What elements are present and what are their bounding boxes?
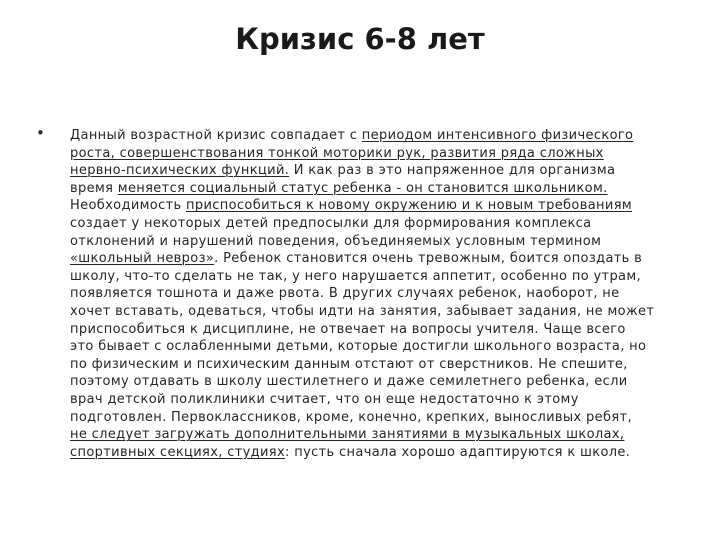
text-segment: по физическим и психическим данным отстают от сверстников. Не спешите, — [70, 356, 628, 372]
body-paragraph — [70, 127, 682, 461]
underlined-text: спортивных секциях, студиях — [70, 444, 286, 460]
text-segment: появляется тошнота и даже рвота. В других случаях ребенок, наоборот, не — [70, 286, 620, 302]
text-segment: школу, что-то сделать не так, у него нарушается аппетит, особенно по утрам, — [70, 268, 642, 284]
text-segment: Данный возрастной кризис совпадает с — [70, 128, 362, 143]
text-line — [70, 215, 682, 233]
text-line — [70, 303, 682, 321]
underlined-text: периодом интенсивного физического — [361, 128, 634, 143]
text-line — [70, 321, 682, 339]
text-line — [70, 373, 682, 391]
text-segment: врач детской поликлиники считает, что он еще недостаточно к этому — [70, 391, 579, 407]
text-segment: время — [70, 180, 118, 196]
text-segment: подготовлен. Первоклассников, кроме, конечно, крепких, выносливых ребят, — [70, 409, 632, 425]
text-segment: это бывает с ослабленными детьми, которые достигли школьного возраста, но — [70, 339, 647, 355]
underlined-text: нервно-психических функций. — [70, 163, 290, 179]
text-line — [70, 268, 682, 286]
text-line — [70, 233, 682, 251]
underlined-text: приспособиться к новому окружению и к новым требованиям — [186, 198, 633, 214]
text-line — [70, 338, 682, 356]
text-line — [70, 426, 682, 444]
text-line — [70, 145, 682, 163]
text-segment: хочет вставать, одеваться, чтобы идти на занятия, забывает задания, не может — [70, 303, 655, 319]
text-line — [70, 356, 682, 374]
text-segment: приспособиться к дисциплине, не отвечает на вопросы учителя. Чаще всего — [70, 321, 626, 337]
text-line — [70, 250, 682, 268]
text-line — [70, 197, 682, 215]
text-segment: Необходимость — [70, 198, 187, 214]
text-segment: отклонений и нарушений поведения, объединяемых условным термином — [70, 233, 602, 249]
text-line — [70, 285, 682, 303]
text-segment: . Ребенок становится очень тревожным, боится опоздать в — [214, 251, 643, 267]
text-line — [70, 162, 682, 180]
text-line — [70, 127, 682, 145]
underlined-text: роста, совершенствования тонкой моторики рук, развития ряда сложных — [70, 145, 604, 161]
text-line — [70, 444, 682, 462]
underlined-text: меняется социальный статус ребенка - он становится школьником. — [117, 180, 608, 196]
text-line — [70, 409, 682, 427]
text-line — [70, 391, 682, 409]
text-segment: создает у некоторых детей предпосылки для формирования комплекса — [70, 215, 592, 231]
underlined-text: «школьный невроз» — [70, 251, 215, 267]
underlined-text: не следует загружать дополнительными занятиями в музыкальных школах, — [70, 427, 625, 443]
slide-title: Кризис 6-8 лет — [235, 22, 485, 56]
text-line — [70, 180, 682, 198]
text-segment: : пусть сначала хорошо адаптируются к школе. — [285, 444, 631, 460]
bullet-marker: • — [36, 124, 45, 142]
text-segment: И как раз в это напряженное для организма — [289, 163, 616, 179]
text-segment: поэтому отдавать в школу шестилетнего и даже семилетнего ребенка, если — [70, 374, 628, 390]
